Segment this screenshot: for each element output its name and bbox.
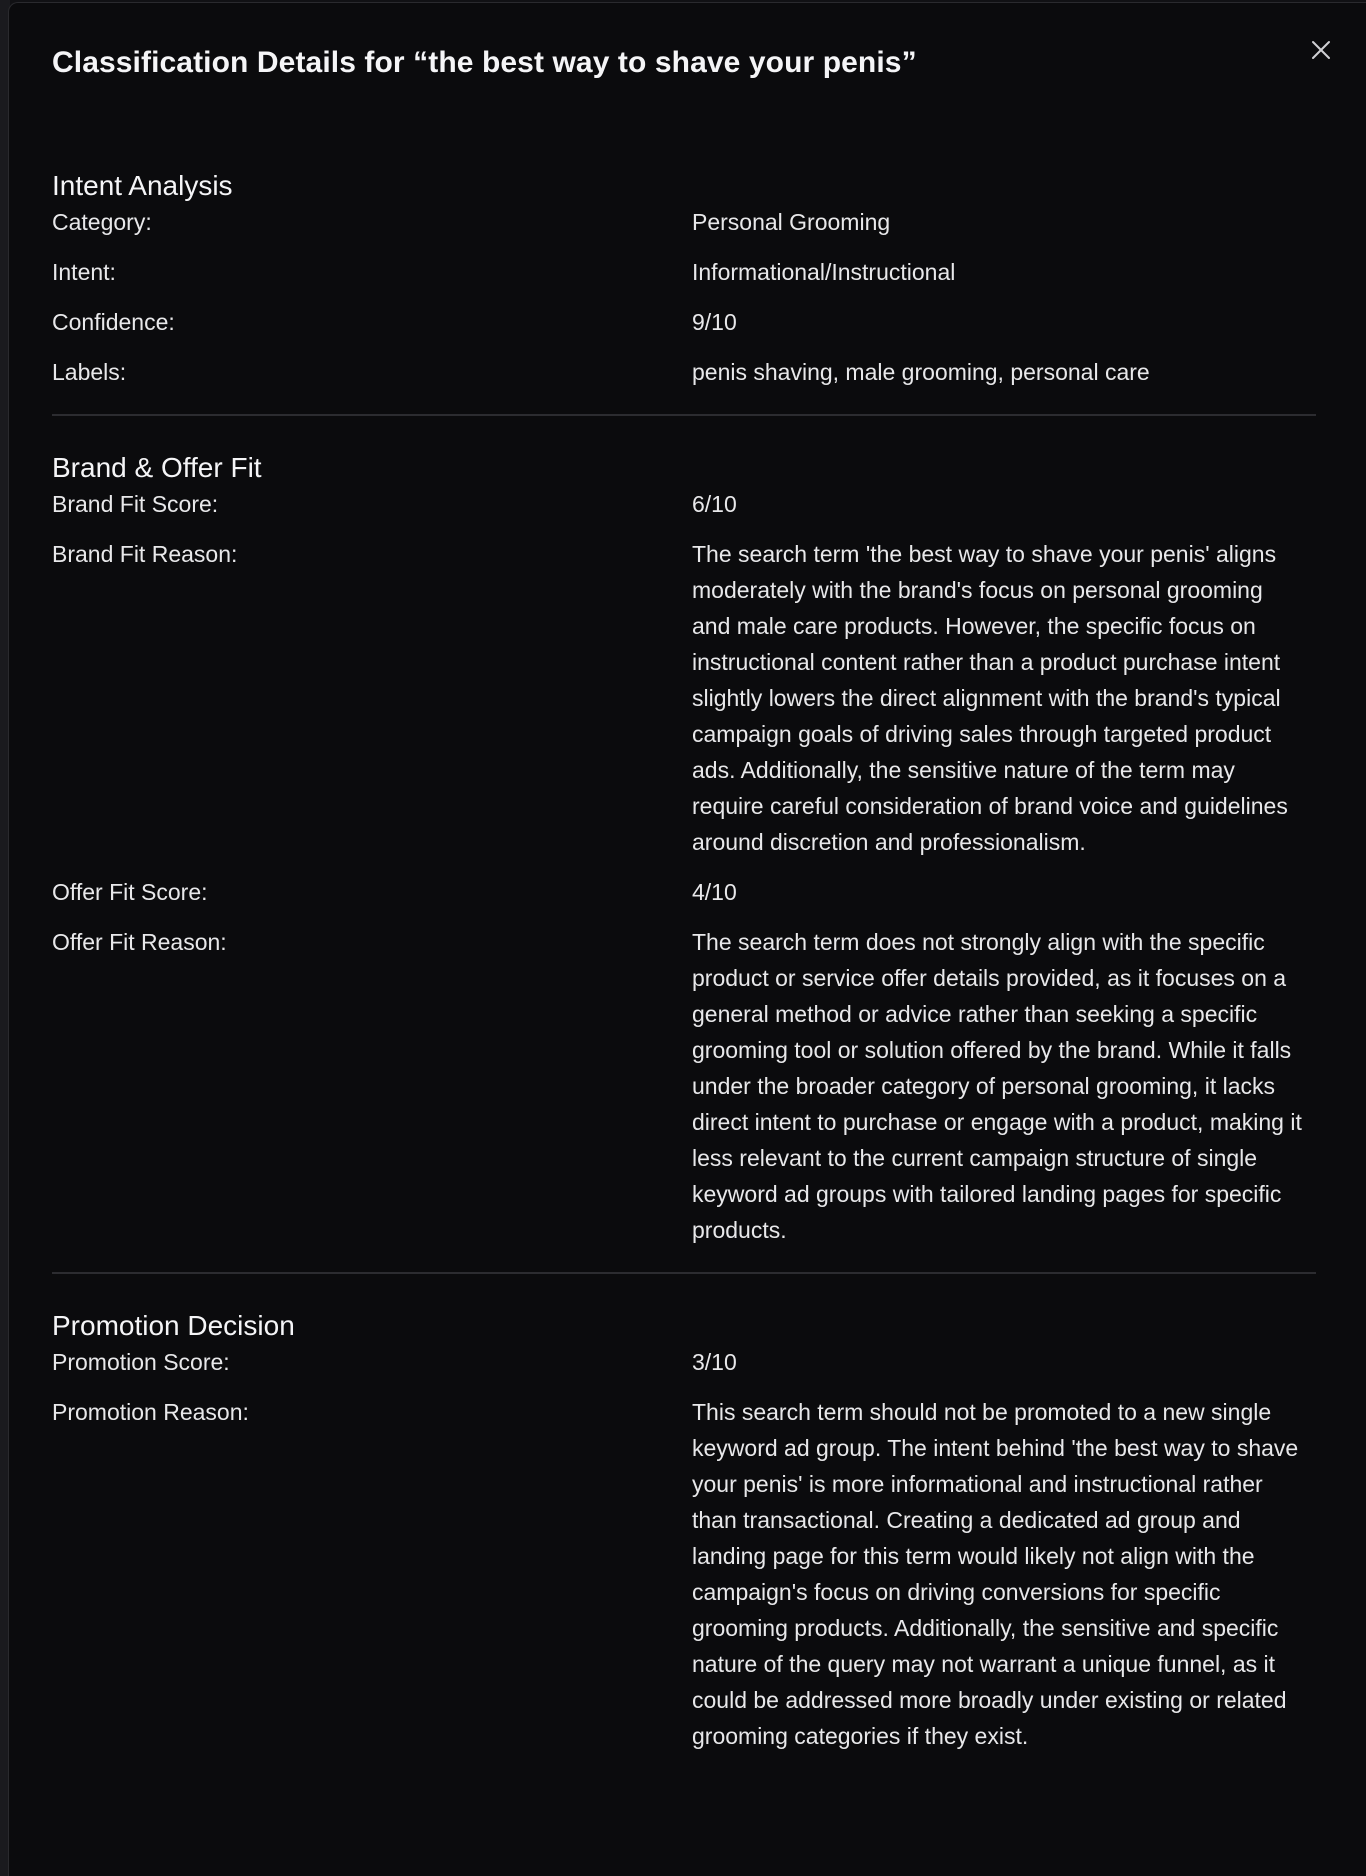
close-button[interactable] — [1304, 33, 1338, 67]
detail-label: Offer Fit Score: — [52, 879, 208, 905]
detail-value: Personal Grooming — [692, 209, 891, 235]
section-heading: Intent Analysis — [52, 170, 233, 201]
detail-label: Brand Fit Reason: — [52, 541, 238, 567]
detail-value: The search term does not strongly align with the specific product or service offer details provided, as it focuses on a general method or advice rather than seeking a specific grooming tool or solution offered by the brand. While it falls under the broader category of personal grooming, it lacks direct intent to purchase or engage with a product, making it less relevant to the current campaign structure of single keyword ad groups with tailored landing pages for specific products. — [692, 929, 1302, 1243]
detail-value: 3/10 — [692, 1349, 737, 1375]
detail-row-offer-fit-reason — [52, 924, 1316, 1248]
detail-value: Informational/Instructional — [692, 259, 956, 285]
classification-details-dialog — [8, 2, 1366, 1876]
section-heading: Brand & Offer Fit — [52, 452, 262, 483]
detail-label: Offer Fit Reason: — [52, 929, 227, 955]
detail-row-labels — [52, 354, 1316, 390]
detail-row-confidence — [52, 304, 1316, 340]
detail-label: Promotion Reason: — [52, 1399, 249, 1425]
detail-value: 6/10 — [692, 491, 737, 517]
detail-row-category — [52, 204, 1316, 240]
detail-value: The search term 'the best way to shave your penis' aligns moderately with the brand's focus on personal grooming and male care products. However, the specific focus on instructional content rather than a product purchase intent slightly lowers the direct alignment with the brand's typical campaign goals of driving sales through targeted product ads. Additionally, the sensitive nature of the term may require careful consideration of brand voice and guidelines around discretion and professionalism. — [692, 541, 1288, 855]
detail-label: Brand Fit Score: — [52, 491, 219, 517]
section-heading: Promotion Decision — [52, 1310, 295, 1341]
promotion-decision-section — [52, 1308, 1316, 1754]
detail-value: 9/10 — [692, 309, 737, 335]
section-divider — [52, 414, 1316, 416]
section-divider — [52, 1272, 1316, 1274]
detail-row-brand-fit-score — [52, 486, 1316, 522]
brand-offer-fit-section — [52, 450, 1316, 1248]
detail-value: 4/10 — [692, 879, 737, 905]
detail-label: Promotion Score: — [52, 1349, 230, 1375]
detail-row-offer-fit-score — [52, 874, 1316, 910]
detail-row-promotion-score — [52, 1344, 1316, 1380]
dialog-title: Classification Details for “the best way to shave your penis” — [52, 46, 917, 79]
detail-row-brand-fit-reason — [52, 536, 1316, 860]
detail-label: Labels: — [52, 359, 127, 385]
detail-label: Confidence: — [52, 309, 175, 335]
detail-row-intent — [52, 254, 1316, 290]
close-icon — [1310, 39, 1332, 61]
detail-row-promotion-reason — [52, 1394, 1316, 1754]
detail-label: Intent: — [52, 259, 116, 285]
dialog-content — [52, 168, 1316, 1754]
intent-analysis-section — [52, 168, 1316, 390]
detail-value: This search term should not be promoted to a new single keyword ad group. The intent behind 'the best way to shave your penis' is more informational and instructional rather than transactional. Creating a dedicated ad group and landing page for this term would likely not align with the campaign's focus on driving conversions for specific grooming products. Additionally, the sensitive and specific nature of the query may not warrant a unique funnel, as it could be addressed more broadly under existing or related grooming categories if they exist. — [692, 1399, 1299, 1749]
detail-label: Category: — [52, 209, 152, 235]
detail-value: penis shaving, male grooming, personal care — [692, 359, 1150, 385]
